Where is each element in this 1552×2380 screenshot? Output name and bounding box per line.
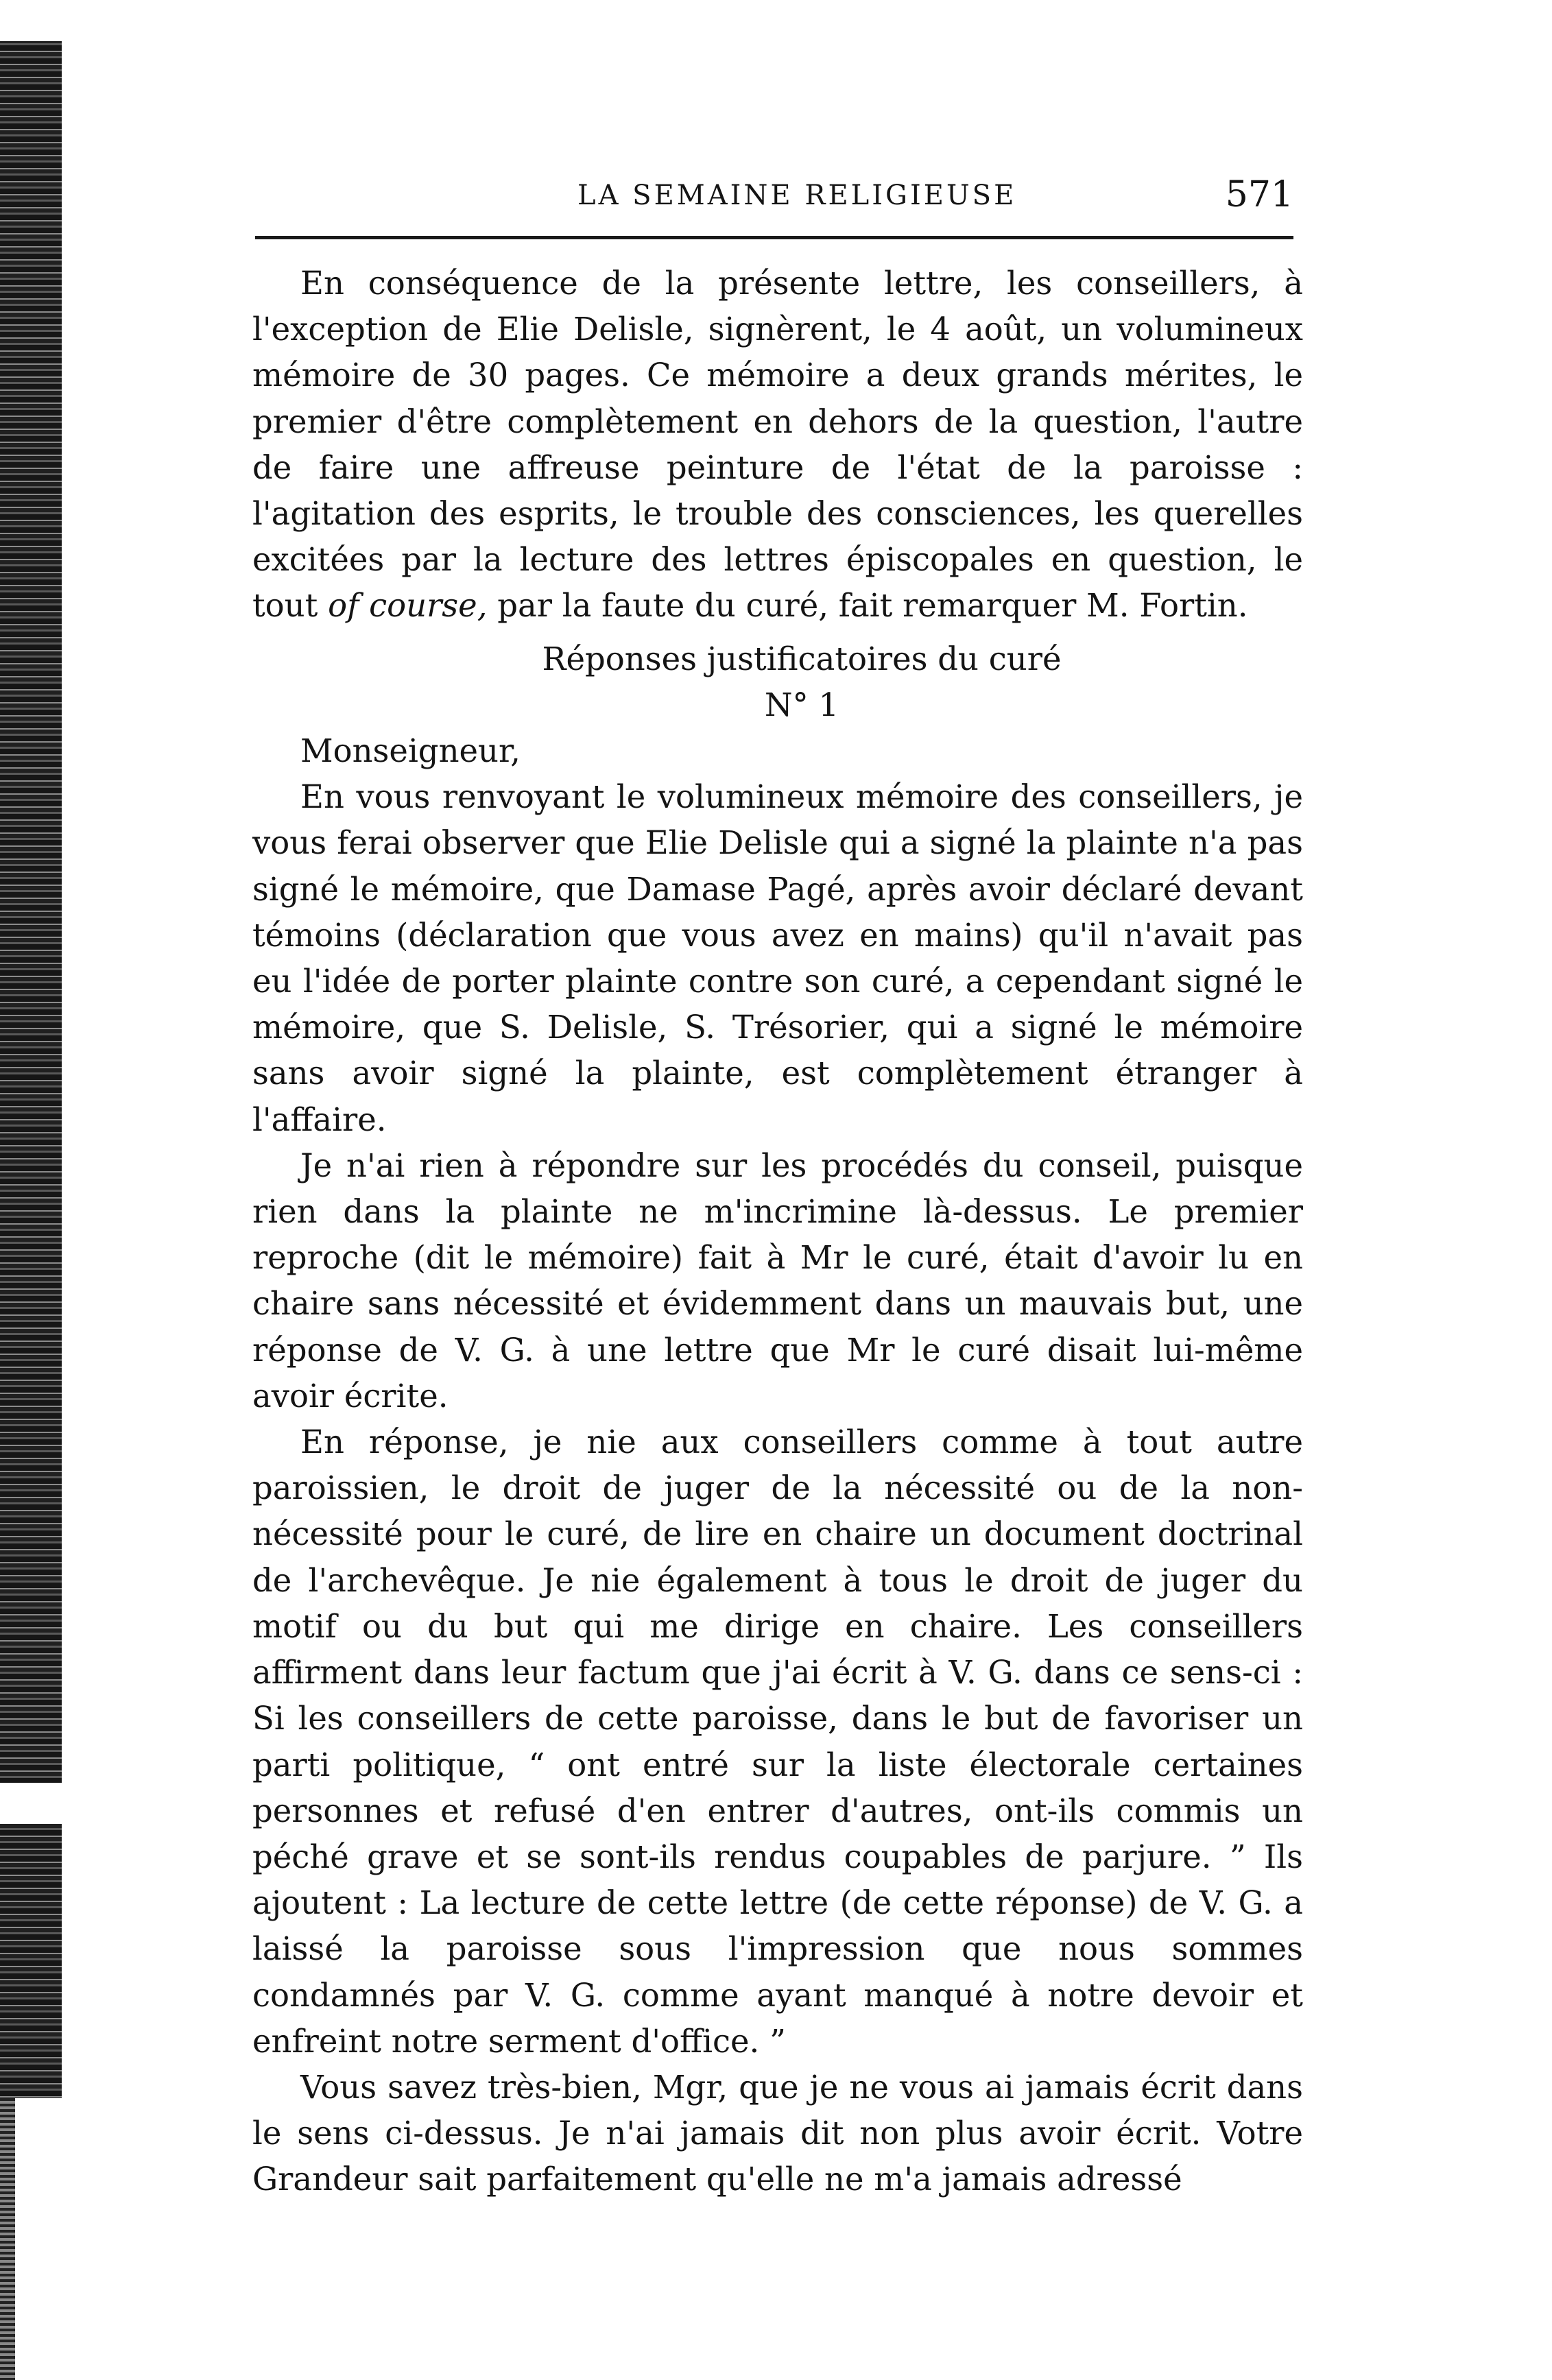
paragraph-5: Vous savez très-bien, Mgr, que je ne vous ai jamais écrit dans le sens ci-dessus. Je n'ai jamais dit non plus avoir écrit. Votre Grandeur sait parfaitement qu'elle ne m'a jamais adressé	[252, 2068, 1303, 2198]
running-head: LA SEMAINE RELIGIEUSE	[577, 180, 1017, 211]
section-number: N° 1	[764, 686, 839, 723]
page-number: 571	[1225, 174, 1293, 215]
section-heading: Réponses justificatoires du curé	[542, 640, 1062, 677]
page-body	[252, 261, 1303, 2203]
paragraph-2: En vous renvoyant le volumineux mémoire des conseillers, je vous ferai observer que Elie Delisle qui a signé la plainte n'a pas signé le mémoire, que Damase Pagé, après avoir déclaré devant témoins (déclaration que vous avez en mains) qu'il n'avait pas eu l'idée de porter plainte contre son curé, a cependant signé le mémoire, que S. Delisle, S. Trésorier, qui a signé le mémoire sans avoir signé la plainte, est complètement étranger à l'affaire.	[252, 778, 1303, 1138]
binding-gap	[0, 0, 62, 41]
scan-binding-edge	[0, 0, 62, 2380]
header-rule	[255, 236, 1293, 239]
salutation: Monseigneur,	[300, 732, 521, 770]
paragraph-4: En réponse, je nie aux conseillers comme à tout autre paroissien, le droit de juger de la nécessité ou de la non-nécessité pour le curé, de lire en chaire un document doctrinal de l'archevêque. Je nie également à tous le droit de juger du motif ou du but qui me dirige en chaire. Les conseillers affirment dans leur factum que j'ai écrit à V. G. dans ce sens-ci : Si les conseillers de cette paroisse, dans le but de favoriser un parti politique, “ ont entré sur la liste électorale certaines personnes et refusé d'en entrer d'autres, ont-ils commis un péché grave et se sont-ils rendus coupables de parjure. ” Ils ajoutent : La lecture de cette lettre (de cette réponse) de V. G. a laissé la paroisse sous l'impression que nous sommes condamnés par V. G. comme ayant manqué à notre devoir et enfreint notre serment d'office. ”	[252, 1423, 1303, 2060]
paragraph-1-text: En conséquence de la présente lettre, les conseillers, à l'exception de Elie Delisle, signèrent, le 4 août, un volumineux mémoire de 30 pages. Ce mémoire a deux grands mérites, le premier d'être complètement en dehors de la question, l'autre de faire une affreuse peinture de l'état de la paroisse : l'agitation des esprits, le trouble des consciences, les querelles excitées par la lecture des lettres épiscopales en question, le tout	[252, 265, 1303, 625]
paragraph-1	[252, 261, 1303, 629]
page-header	[255, 174, 1293, 228]
paragraph-1-italic: of course,	[328, 587, 488, 625]
binding-edge-thin	[0, 2098, 15, 2380]
paragraph-3: Je n'ai rien à répondre sur les procédés du conseil, puisque rien dans la plainte ne m'incrimine là-dessus. Le premier reproche (dit le mémoire) fait à Mr le curé, était d'avoir lu en chaire sans nécessité et évidemment dans un mauvais but, une réponse de V. G. à une lettre que Mr le curé disait lui-même avoir écrite.	[252, 1146, 1303, 1415]
paragraph-1-end: par la faute du curé, fait remarquer M. Fortin.	[497, 587, 1248, 625]
binding-gap	[0, 1783, 62, 1824]
